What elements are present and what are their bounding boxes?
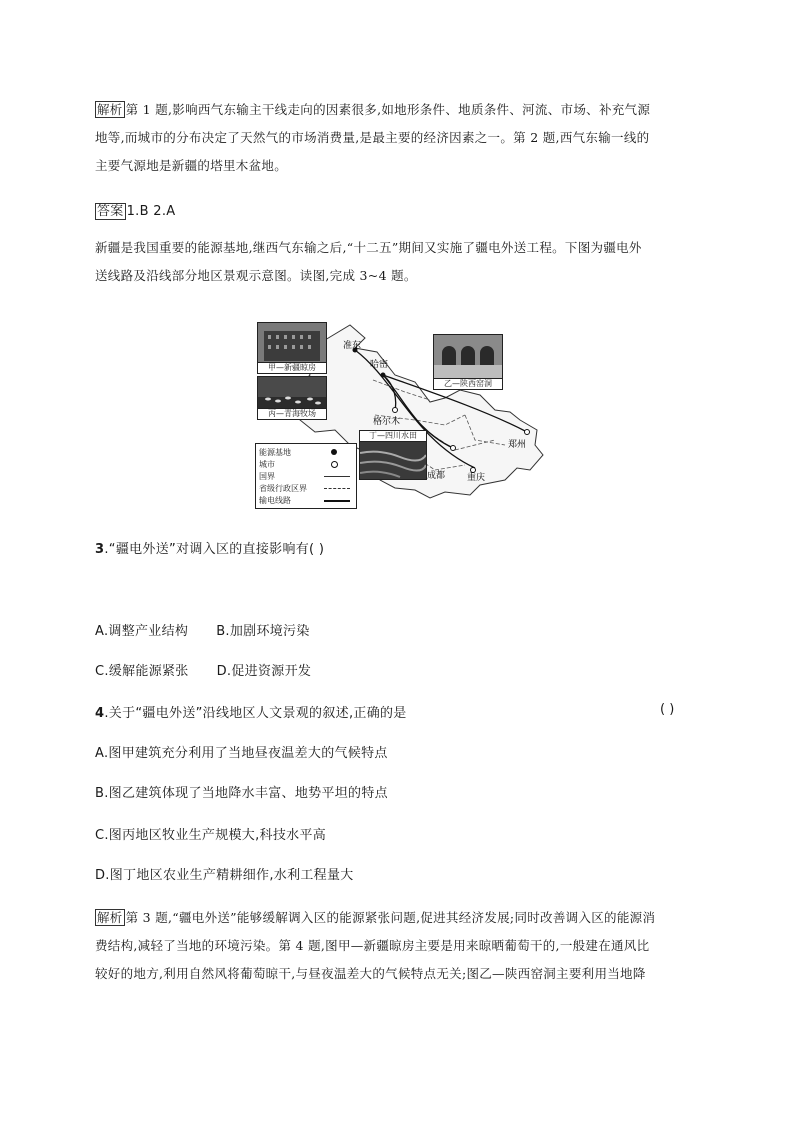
- analysis-tag-2: 解析: [97, 910, 123, 925]
- q3-option-d[interactable]: D.促进资源开发: [216, 664, 312, 679]
- analysis2-line3: 较好的地方,利用自然风将葡萄晾干,与昼夜温差大的气候特点无关;图乙—陕西窑洞主要利用当地降: [95, 966, 646, 981]
- photo-yi: [433, 334, 503, 390]
- q3-option-c[interactable]: C.缓解能源紧张: [95, 664, 189, 679]
- map-legend: [255, 443, 357, 509]
- chongqing-dot: [471, 468, 476, 473]
- label-zhengzhou: 郑州: [508, 440, 527, 450]
- label-geermu: 格尔木: [373, 417, 401, 427]
- answer-tag: 答案: [97, 204, 124, 219]
- photo-ding: [359, 430, 427, 480]
- q3-options-row1: [95, 620, 310, 639]
- label-hami: 哈密: [370, 360, 389, 370]
- answer1: 答案 1.B 2.A: [97, 204, 176, 219]
- q3-option-a[interactable]: A.调整产业结构: [95, 624, 189, 639]
- q3-options-row2: [95, 660, 311, 679]
- q4-option-d[interactable]: D.图丁地区农业生产精耕细作,水利工程量大: [95, 868, 354, 883]
- q3-stem: 3.“疆电外送”对调入区的直接影响有( ): [95, 542, 325, 557]
- photo-jia: [257, 322, 327, 374]
- photo-jia-image: [258, 323, 326, 363]
- legend-border: 国界: [259, 472, 275, 481]
- analysis2-line1: 解析 第 3 题,“疆电外送”能够缓解调入区的能源紧张问题,促进其经济发展;同时改善调入区的能源消: [97, 910, 656, 925]
- analysis1-line3: 主要气源地是新疆的塔里木盆地。: [95, 158, 288, 173]
- legend-border-symbol: [324, 476, 350, 477]
- photo-bing: [257, 376, 327, 420]
- legend-base-symbol: [331, 449, 337, 455]
- intro-line1: 新疆是我国重要的能源基地,继西气东输之后,“十二五”期间又实施了疆电外送工程。下图为疆电外: [95, 240, 642, 255]
- intro-line2: 送线路及沿线部分地区景观示意图。读图,完成 3~4 题。: [95, 268, 417, 283]
- legend-city-symbol: [331, 461, 338, 468]
- label-chongqing: 重庆: [467, 473, 486, 483]
- caption-bing: 丙—青海牧场: [258, 408, 326, 419]
- q3-option-b[interactable]: B.加剧环境污染: [216, 624, 310, 639]
- q4-option-c[interactable]: C.图丙地区牧业生产规模大,科技水平高: [95, 828, 327, 843]
- caption-yi: 乙—陕西窑洞: [434, 378, 502, 389]
- label-zhundong: 准东: [343, 341, 362, 351]
- hami-dot: [381, 373, 386, 378]
- legend-province: 省级行政区界: [259, 484, 307, 493]
- geermu-dot: [393, 408, 398, 413]
- analysis2-line2: 费结构,减轻了当地的环境污染。第 4 题,图甲—新疆晾房主要是用来晾晒葡萄干的,一般建在通风比: [95, 938, 650, 953]
- photo-yi-image: [434, 335, 502, 379]
- q4-answer-paren: ( ): [660, 702, 675, 717]
- q4-option-a[interactable]: A.图甲建筑充分利用了当地昼夜温差大的气候特点: [95, 746, 388, 761]
- photo-bing-image: [258, 377, 326, 409]
- caption-jia: 甲—新疆晾房: [258, 362, 326, 373]
- q4-option-b[interactable]: B.图乙建筑体现了当地降水丰富、地势平坦的特点: [95, 786, 388, 801]
- analysis-tag: 解析: [97, 102, 123, 117]
- legend-line: 输电线路: [259, 496, 291, 505]
- legend-city: 城市: [259, 460, 275, 469]
- q4-stem: 4.关于“疆电外送”沿线地区人文景观的叙述,正确的是: [95, 706, 407, 721]
- zhengzhou-dot: [525, 430, 530, 435]
- legend-base: 能源基地: [259, 448, 291, 457]
- label-chengdu: 成都: [427, 471, 446, 481]
- caption-ding: 丁—四川水田: [360, 431, 426, 442]
- legend-province-symbol: [324, 488, 350, 489]
- chengdu-dot: [451, 446, 456, 451]
- analysis1-line2: 地等,而城市的分布决定了天然气的市场消费量,是最主要的经济因素之一。第 2 题,西气东输一线的: [95, 130, 650, 145]
- analysis1-line1: 解析 第 1 题,影响西气东输主干线走向的因素很多,如地形条件、地质条件、河流、市场、补充气源: [97, 102, 651, 117]
- legend-line-symbol: [324, 500, 350, 502]
